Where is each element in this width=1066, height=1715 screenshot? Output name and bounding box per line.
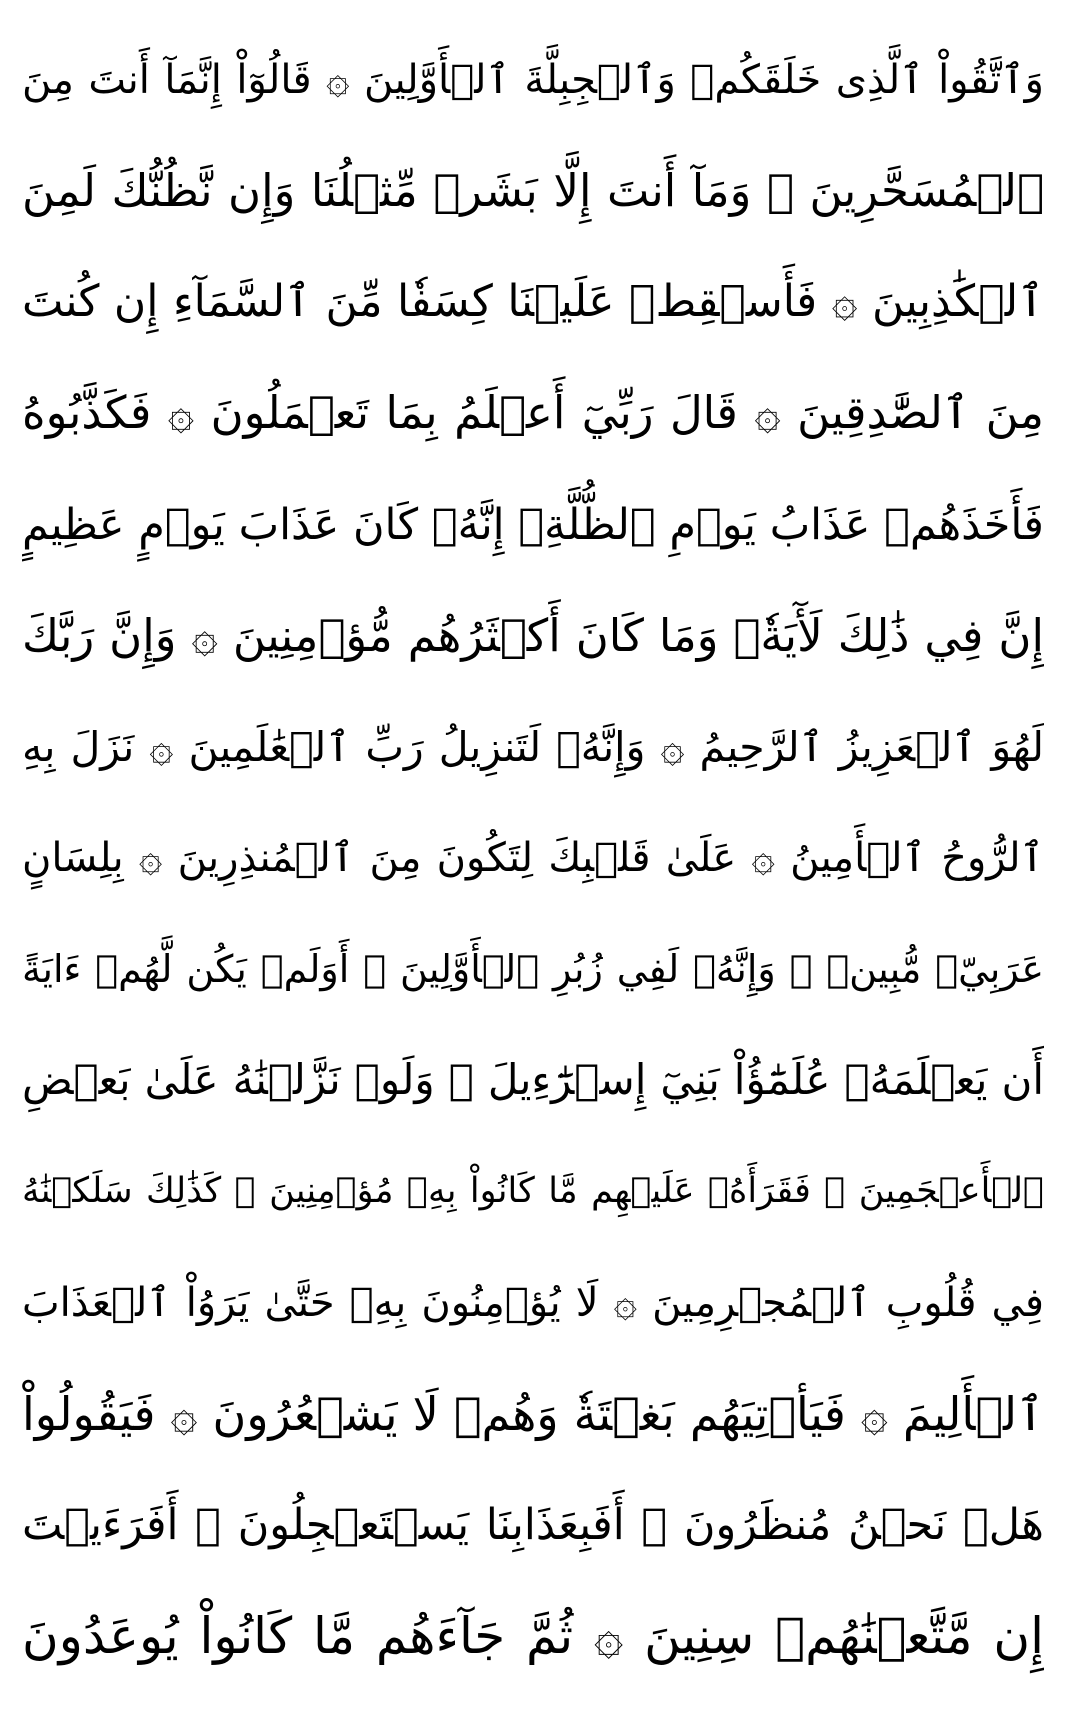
text-line: لَهُوَ ٱلۡعَزِيزُ ٱلرَّحِيمُ ۞ وَإِنَّهُۥ لَتَنزِيلُ رَبِّ ٱلۡعَٰلَمِينَ ۞ نَزَلَ بِهِ: [22, 722, 1044, 771]
text-line: ٱلۡأَعۡجَمِينَ ۞ فَقَرَأَهُۥ عَلَيۡهِم مَّا كَانُواْ بِهِۦ مُؤۡمِنِينَ ۞ كَذَٰلِكَ سَلَكۡنَٰهُ: [22, 1171, 1044, 1212]
text-line: مِنَ ٱلصَّٰدِقِينَ ۞ قَالَ رَبِّيٓ أَعۡلَمُ بِمَا تَعۡمَلُونَ ۞ فَكَذَّبُوهُ: [22, 386, 1044, 440]
text-line: فِي قُلُوبِ ٱلۡمُجۡرِمِينَ ۞ لَا يُؤۡمِنُونَ بِهِۦ حَتَّىٰ يَرَوُاْ ٱلۡعَذَابَ: [22, 1279, 1044, 1326]
text-line: وَٱتَّقُواْ ٱلَّذِى خَلَقَكُمۡ وَٱلۡجِبِلَّةَ ٱلۡأَوَّلِينَ ۞ قَالُوٓاْ إِنَّمَآ أَنتَ مِنَ: [22, 57, 1044, 103]
text-line: عَرَبِيّٖ مُّبِينٖ ۞ وَإِنَّهُۥ لَفِي زُبُرِ ٱلۡأَوَّلِينَ ۞ أَوَلَمۡ يَكُن لَّهُمۡ ءَايَةً: [22, 947, 1044, 992]
text-line: أَن يَعۡلَمَهُۥ عُلَمَٰٓؤُاْ بَنِيٓ إِسۡرَٰٓءِيلَ ۞ وَلَوۡ نَزَّلۡنَٰهُ عَلَىٰ بَعۡضِ: [22, 1055, 1044, 1105]
text-line: ٱلرُّوحُ ٱلۡأَمِينُ ۞ عَلَىٰ قَلۡبِكَ لِتَكُونَ مِنَ ٱلۡمُنذِرِينَ ۞ بِلِسَانٍ: [22, 834, 1044, 881]
text-line: إِنَّ فِي ذَٰلِكَ لَأٓيَةٗۖ وَمَا كَانَ أَكۡثَرُهُم مُّؤۡمِنِينَ ۞ وَإِنَّ رَبَّكَ: [22, 608, 1044, 662]
text-line: فَأَخَذَهُمۡ عَذَابُ يَوۡمِ ٱلظُّلَّةِۚ إِنَّهُۥ كَانَ عَذَابَ يَوۡمٍ عَظِيمٍ: [22, 499, 1044, 550]
text-block: [22, 28, 1044, 1688]
text-line: ٱلۡأَلِيمَ ۞ فَيَأۡتِيَهُم بَغۡتَةٗ وَهُمۡ لَا يَشۡعُرُونَ ۞ فَيَقُولُواْ: [22, 1386, 1044, 1441]
text-line: ٱلۡكَٰذِبِينَ ۞ فَأَسۡقِطۡ عَلَيۡنَا كِسَفٗا مِّنَ ٱلسَّمَآءِ إِن كُنتَ: [22, 276, 1044, 328]
text-line: إِن مَّتَّعۡنَٰهُمۡ سِنِينَ ۞ ثُمَّ جَآءَهُم مَّا كَانُواْ يُوعَدُونَ: [22, 1606, 1044, 1665]
text-line: هَلۡ نَحۡنُ مُنظَرُونَ ۞ أَفَبِعَذَابِنَا يَسۡتَعۡجِلُونَ ۞ أَفَرَءَيۡتَ: [22, 1499, 1044, 1550]
text-line: ٱلۡمُسَحَّرِينَ ۞ وَمَآ أَنتَ إِلَّا بَشَرٞ مِّثۡلُنَا وَإِن نَّظُنُّكَ لَمِنَ: [22, 164, 1044, 218]
